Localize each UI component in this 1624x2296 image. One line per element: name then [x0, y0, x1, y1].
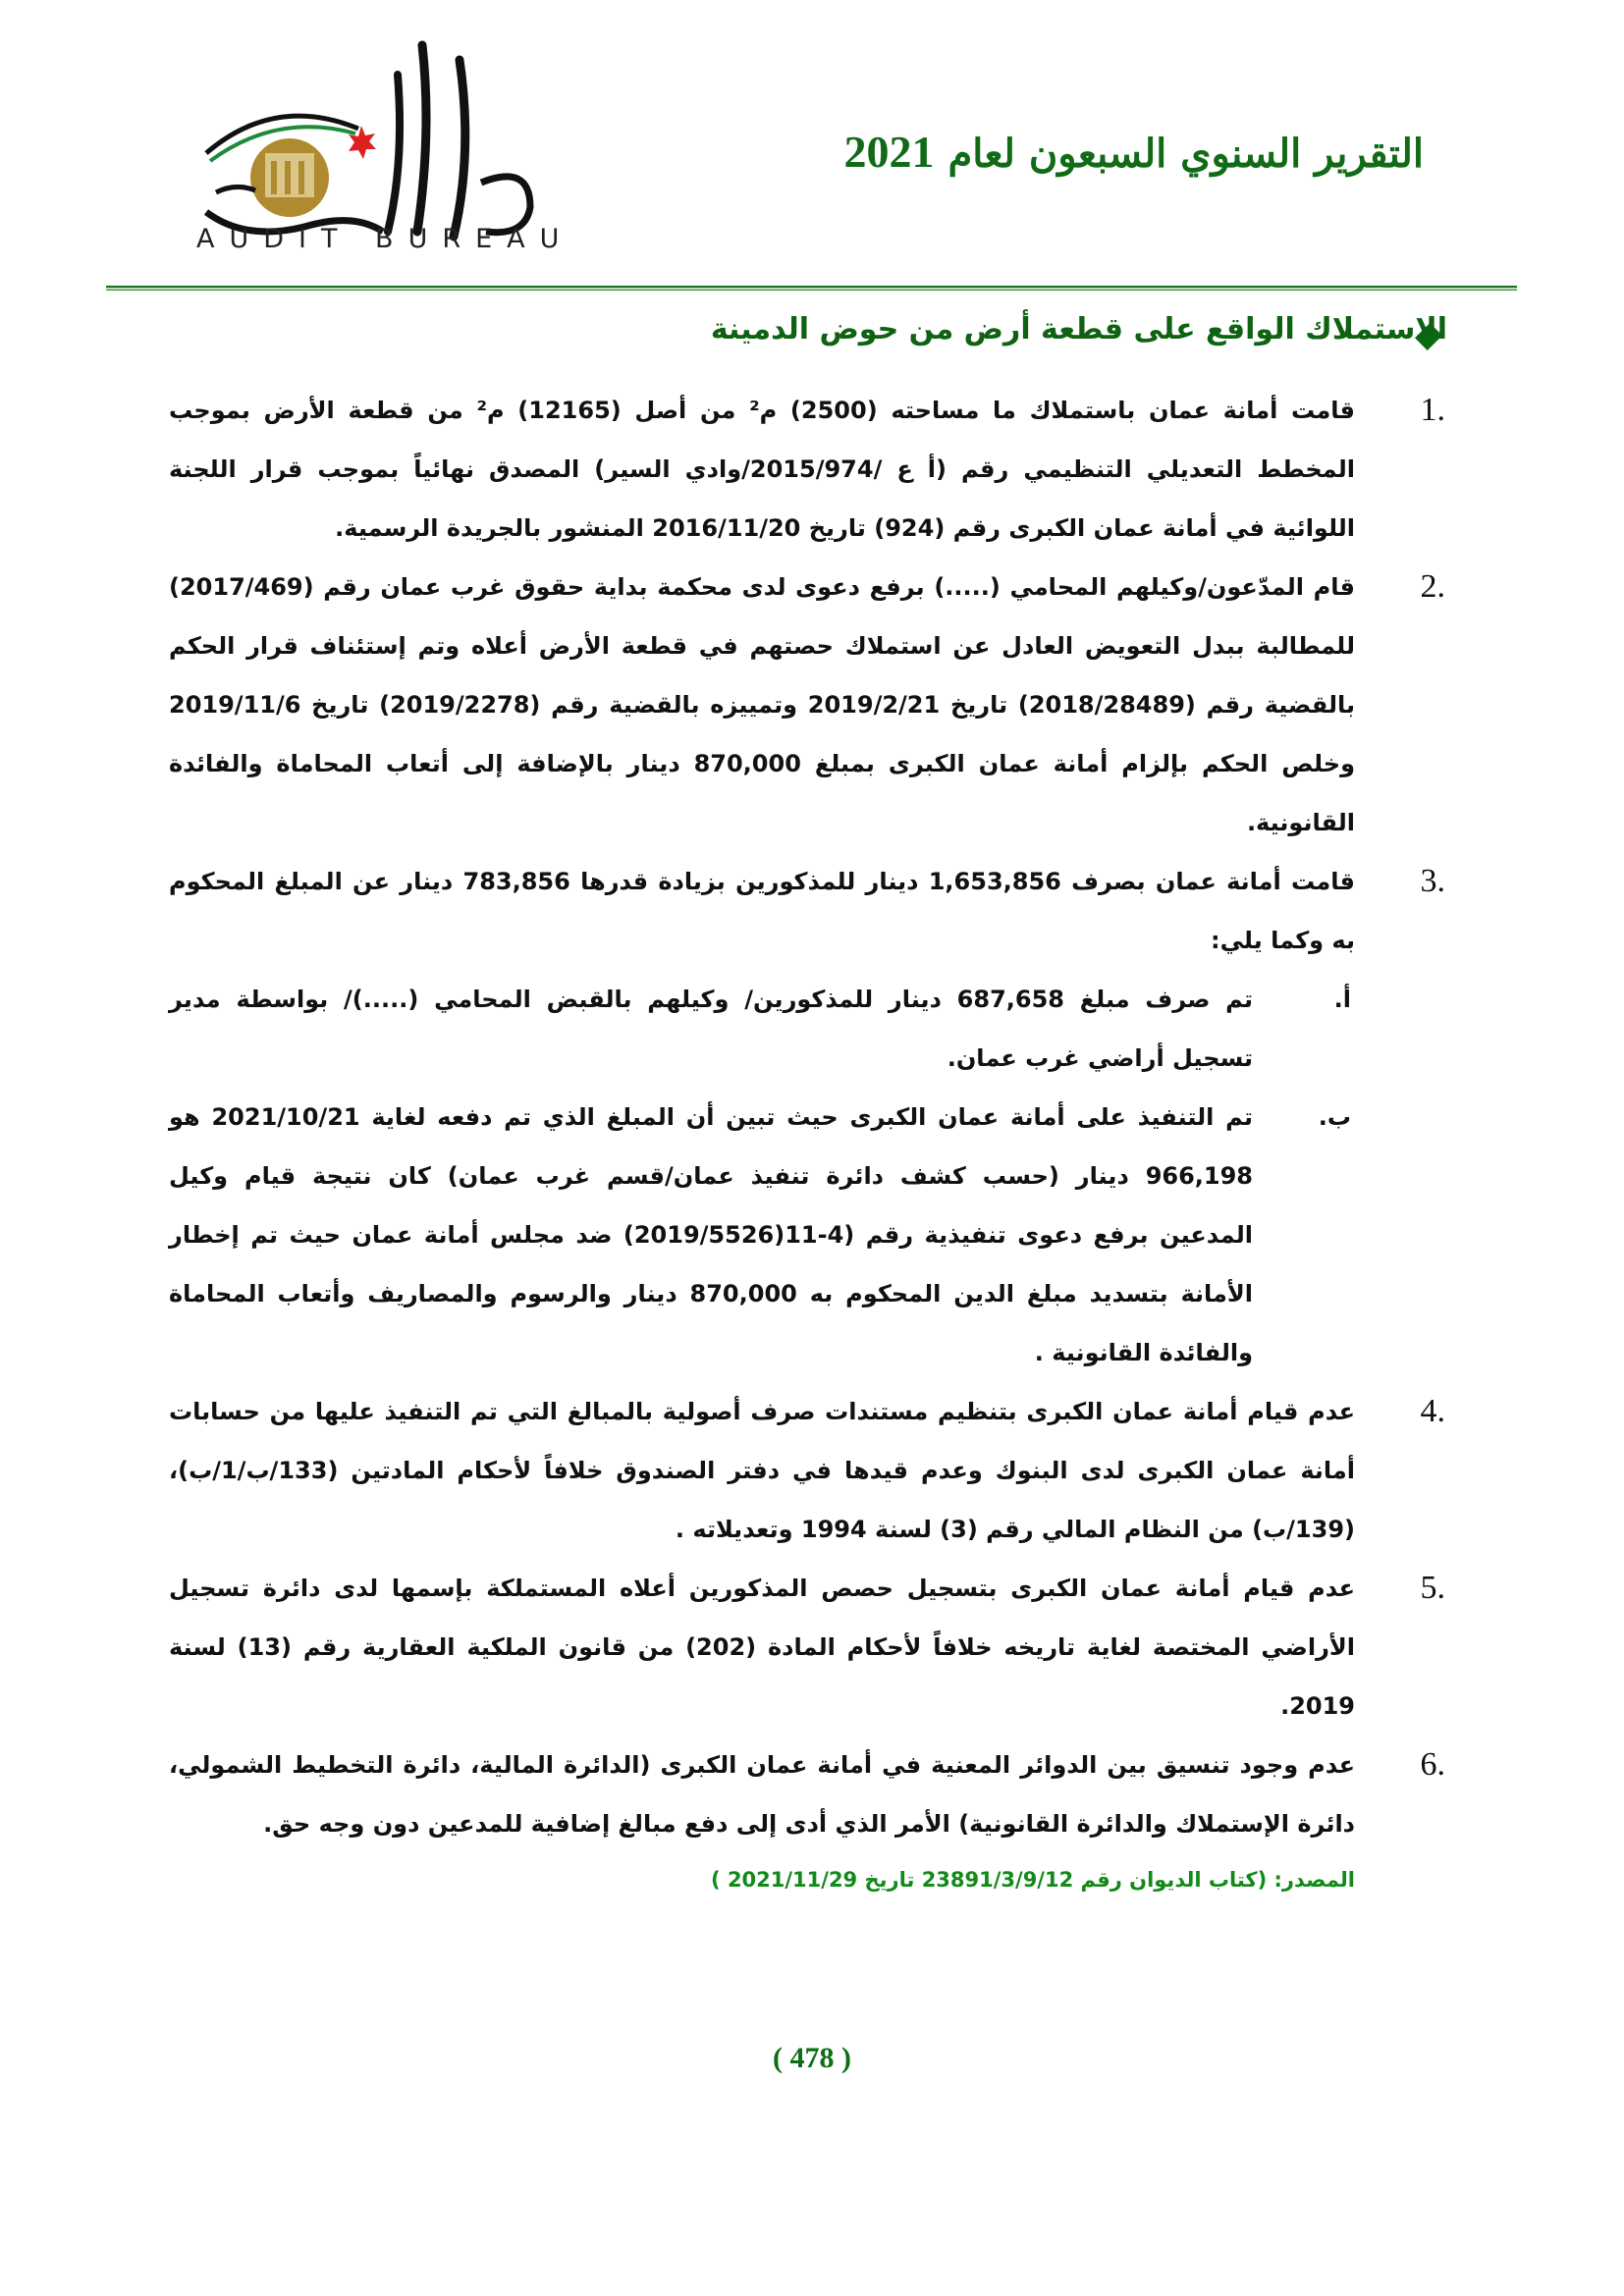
item-number: .3 [1420, 863, 1445, 899]
finding-item-1 [169, 381, 1445, 558]
item-text: عدم قيام أمانة عمان الكبرى بتسجيل حصص المذكورين أعلاه المستملكة بإسمها لدى دائرة تسجيل الأراضي المختصة لغاية تاريخه خلافاً لأحكام المادة (202) من قانون الملكية العقارية رقم (13) لسنة 2019. [169, 1575, 1355, 1720]
item-number: .4 [1420, 1393, 1445, 1429]
item-text: عدم قيام أمانة عمان الكبرى بتنظيم مستندات صرف أصولية بالمبالغ التي تم التنفيذ عليها من حسابات أمانة عمان الكبرى لدى البنوك وعدم قيدها في دفتر الصندوق خلافاً لأحكام المادتين (133/ب/1/ب)،(139/ب) من النظام المالي رقم (3) لسنة 1994 وتعديلاته . [169, 1398, 1355, 1543]
findings-list [169, 381, 1445, 1906]
finding-item-5 [169, 1559, 1445, 1735]
finding-subitem-b [169, 1088, 1445, 1382]
subitem-label: ب. [1318, 1103, 1351, 1131]
page-number: ( 478 ) [773, 2042, 851, 2074]
report-title [776, 126, 1424, 178]
finding-item-2 [169, 558, 1445, 852]
report-year: 2021 [843, 127, 935, 177]
logo-caption: AUDIT BUREAU [196, 224, 574, 254]
header-divider [106, 286, 1517, 292]
item-text: عدم وجود تنسيق بين الدوائر المعنية في أمانة عمان الكبرى (الدائرة المالية، دائرة التخطيط الشمولي، دائرة الإستملاك والدائرة القانونية) الأمر الذي أدى إلى دفع مبالغ إضافية للمدعين دون وجه حق. [169, 1751, 1355, 1838]
subitem-text: تم التنفيذ على أمانة عمان الكبرى حيث تبين أن المبلغ الذي تم دفعه لغاية 2021/10/21 هو 966,198 دينار (حسب كشف دائرة تنفيذ عمان/قسم غرب عمان) كان نتيجة قيام وكيل المدعين برفع دعوى تنفيذية رقم (4-11(2019/5526) ضد مجلس أمانة عمان حيث تم إخطار الأمانة بتسديد مبلغ الدين المحكوم به 870,000 دينار والرسوم والمصاريف وأتعاب المحاماة والفائدة القانونية . [169, 1103, 1253, 1366]
item-text: قام المدّعون/وكيلهم المحامي (.....) برفع دعوى لدى محكمة بداية حقوق غرب عمان رقم (2017/469) للمطالبة ببدل التعويض العادل عن استملاك حصتهم في قطعة الأرض أعلاه وتم إستئناف قرار الحكم بالقضية رقم (2018/28489) تاريخ 2019/2/21 وتمييزه بالقضية رقم (2019/2278) تاريخ 2019/11/6 وخلص الحكم بإلزام أمانة عمان الكبرى بمبلغ 870,000 دينار بالإضافة إلى أتعاب المحاماة والفائدة القانونية. [169, 573, 1356, 836]
item-number: .2 [1420, 568, 1445, 605]
finding-item-4 [169, 1382, 1445, 1559]
item-number: .6 [1420, 1746, 1445, 1783]
subitem-label: أ. [1333, 986, 1351, 1013]
item-number: .1 [1420, 392, 1445, 428]
item-text: قامت أمانة عمان باستملاك ما مساحته (2500) م² من أصل (12165) م² من قطعة الأرض بموجب المخطط التعديلي التنظيمي رقم (أ ع /2015/974/وادي السير) المصدق نهائياً بموجب قرار اللجنة اللوائية في أمانة عمان الكبرى رقم (924) تاريخ 2016/11/20 المنشور بالجريدة الرسمية. [169, 397, 1356, 542]
section-heading: الاستملاك الواقع على قطعة أرض من حوض الدمينة [710, 312, 1447, 347]
finding-subitem-a [169, 970, 1445, 1088]
source-citation: المصدر: (كتاب الديوان رقم 23891/3/9/12 تاريخ 2021/11/29 ) [711, 1868, 1355, 1892]
finding-item-6 [169, 1735, 1445, 1853]
subitem-text: تم صرف مبلغ 687,658 دينار للمذكورين/ وكيلهم بالقبض المحامي (.....)/ بواسطة مدير تسجيل أراضي غرب عمان. [169, 986, 1253, 1072]
item-text: قامت أمانة عمان بصرف 1,653,856 دينار للمذكورين بزيادة قدرها 783,856 دينار عن المبلغ المحكوم به وكما يلي: [169, 868, 1355, 954]
report-title-text: التقرير السنوي السبعون لعام [947, 131, 1424, 177]
finding-item-3 [169, 852, 1445, 970]
item-number: .5 [1420, 1570, 1445, 1606]
